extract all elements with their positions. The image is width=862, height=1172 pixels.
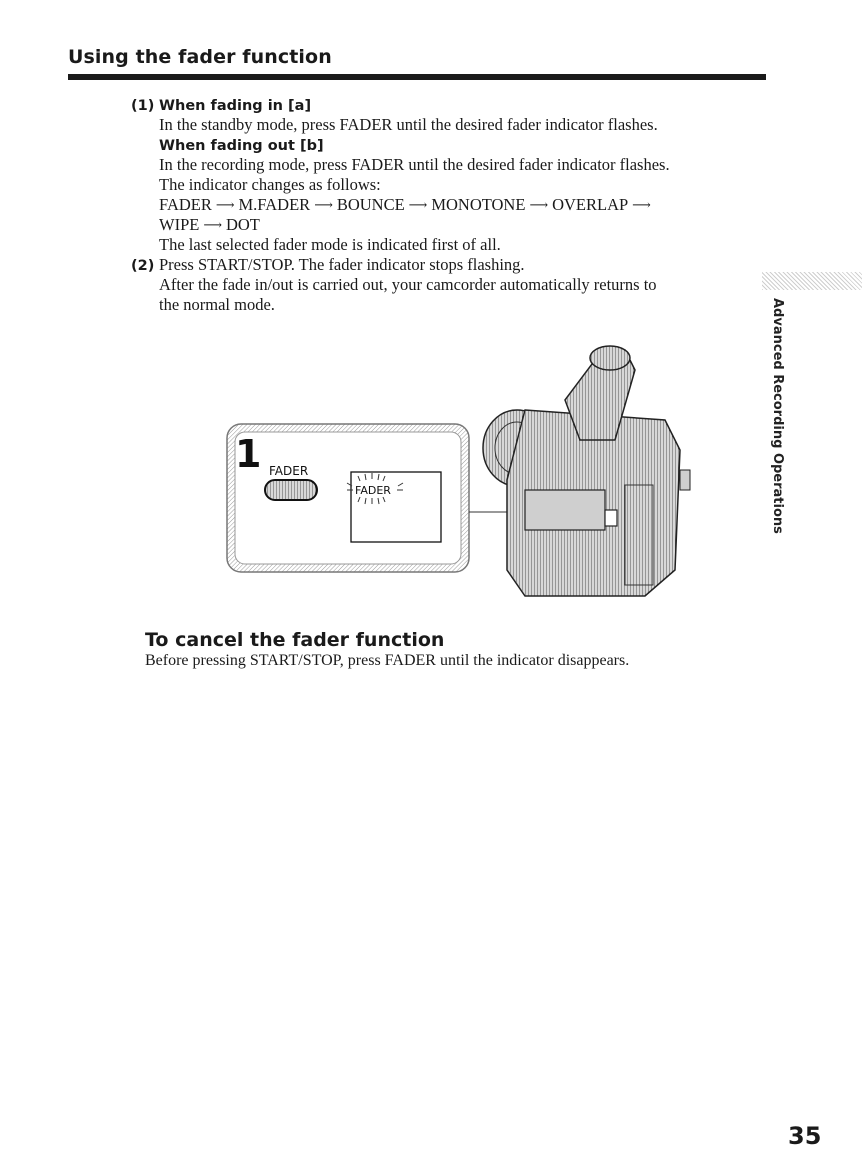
fader-illustration (225, 340, 695, 600)
step-2-text: Press START/STOP. The fader indicator stops flashing. (159, 255, 525, 274)
fade-in-text: In the standby mode, press FADER until the desired fader indicator flashes. (159, 115, 658, 134)
arrow-right-icon: ⟶ (408, 197, 428, 212)
section-side-label: Advanced Recording Operations (770, 298, 785, 534)
sequence-item: WIPE (159, 215, 200, 234)
page-number: 35 (788, 1122, 822, 1150)
arrow-right-icon: ⟶ (529, 197, 549, 212)
indicator-intro: The indicator changes as follows: (159, 175, 381, 194)
last-mode-text: The last selected fader mode is indicated first of all. (159, 235, 501, 254)
arrow-right-icon: ⟶ (314, 197, 333, 212)
section-side-tab (762, 272, 862, 290)
display-fader-text: FADER (355, 484, 391, 497)
fader-button-icon (265, 480, 317, 500)
sequence-item: OVERLAP (552, 195, 629, 214)
fader-button-label: FADER (269, 464, 309, 478)
step-2 (131, 255, 771, 275)
step-2-after-text-2: the normal mode. (159, 295, 275, 314)
cancel-text: Before pressing START/STOP, press FADER until the indicator disappears. (145, 652, 630, 669)
indicator-sequence-line-1 (131, 195, 771, 215)
step-2-after-text-1: After the fade in/out is carried out, your camcorder automatically returns to (159, 275, 657, 294)
sequence-item: FADER (159, 195, 212, 214)
steps-list (131, 95, 771, 315)
fade-in-heading: When fading in [a] (159, 98, 312, 114)
arrow-right-icon: ⟶ (203, 217, 222, 232)
sequence-item: MONOTONE (431, 195, 526, 214)
viewfinder-display (351, 472, 441, 542)
sequence-item: M.FADER (238, 195, 311, 214)
fade-out-text: In the recording mode, press FADER until the desired fader indicator flashes. (159, 155, 670, 174)
illustration-step-number: 1 (235, 432, 262, 476)
arrow-right-icon: ⟶ (215, 197, 235, 212)
fade-out-heading: When fading out [b] (159, 138, 324, 154)
step-2-number: (2) (131, 258, 155, 274)
indicator-sequence-line-2 (131, 215, 771, 235)
title-rule (68, 74, 766, 80)
sequence-item: DOT (225, 215, 260, 234)
section-title: Using the fader function (68, 46, 332, 68)
arrow-right-icon: ⟶ (632, 197, 651, 212)
cancel-heading: To cancel the fader function (145, 629, 445, 651)
camcorder-illustration (483, 346, 690, 596)
sequence-item: BOUNCE (336, 195, 405, 214)
fade-out-heading-row (131, 135, 771, 155)
step-1-heading (131, 95, 771, 115)
step-1-number: (1) (131, 98, 155, 114)
